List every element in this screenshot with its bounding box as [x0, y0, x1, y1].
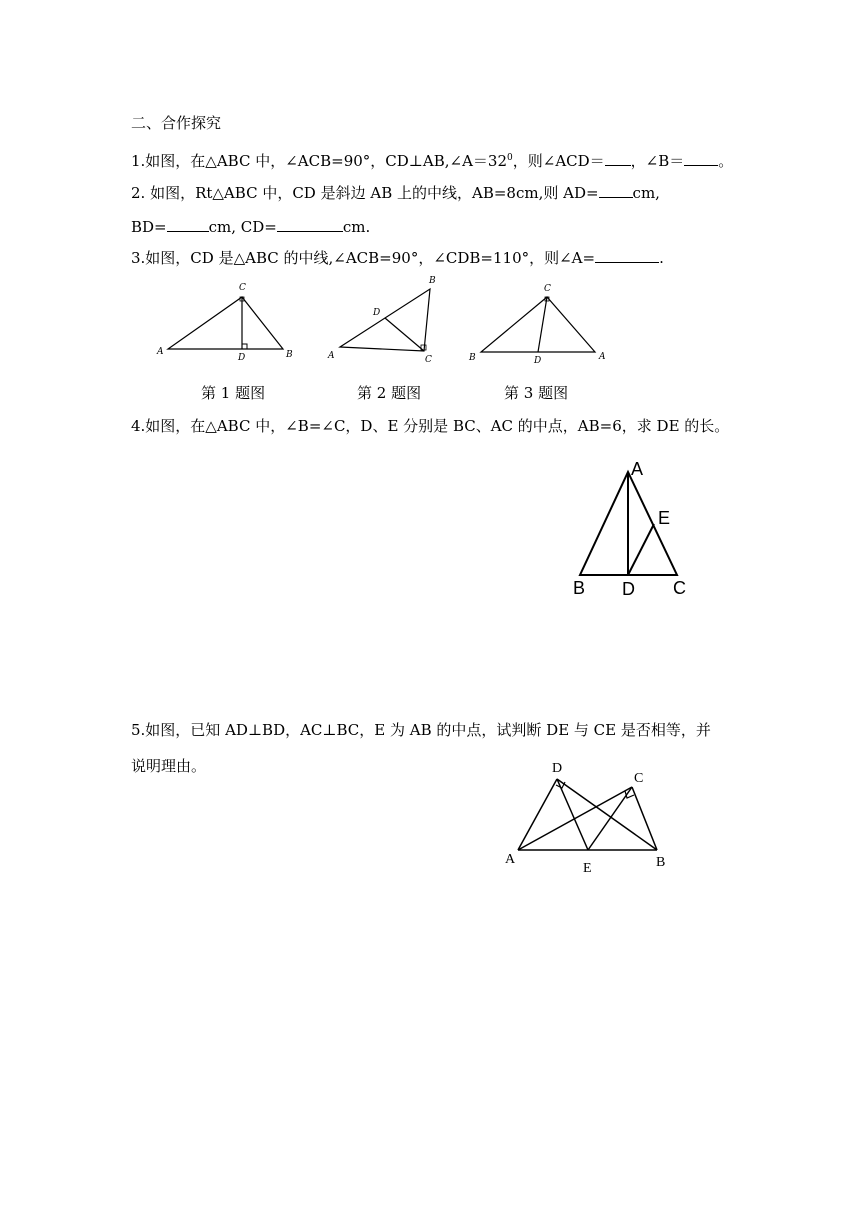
fig4-label-b: B [573, 578, 586, 598]
fig3-triangle [481, 297, 595, 352]
q2-text-d: cm, CD= [208, 218, 277, 236]
fig5-label-a: A [505, 852, 516, 867]
fig4-label-d: D [622, 579, 635, 599]
fig5-label-b: B [656, 855, 666, 870]
q1-text-c: ，∠B＝ [630, 152, 685, 170]
fig5-label-e: E [583, 861, 592, 876]
fig3-label-a: A [599, 352, 606, 362]
figure-3 [481, 297, 595, 352]
q3-text-a: 3.如图，CD 是△ABC 的中线,∠ACB=90°，∠CDB=110°，则∠A= [131, 249, 596, 267]
question-5-line-1: 5.如图，已知 AD⊥BD，AC⊥BC，E 为 AB 的中点，试判断 DE 与 CE 是否相等，并 [131, 721, 711, 739]
question-5-line-2: 说明理由。 [131, 757, 207, 775]
fig4-label-e: E [658, 508, 671, 528]
figure-1 [168, 297, 283, 349]
caption-fig-1: 第 1 题图 [201, 384, 266, 402]
fig5-label-c: C [634, 771, 644, 786]
fig2-median-cd [385, 318, 424, 351]
fig2-triangle [340, 289, 430, 351]
q2-text-e: cm. [342, 218, 371, 236]
q1-text-d: 。 [718, 152, 734, 170]
fig4-label-a: A [631, 459, 644, 479]
fig1-right-angle-d [242, 344, 247, 349]
fig4-label-c: C [673, 578, 686, 598]
q2-text-a: 2. 如图，Rt△ABC 中，CD 是斜边 AB 上的中线，AB=8cm,则 AD= [131, 184, 599, 202]
fig2-label-a: A [328, 351, 335, 361]
fig2-label-d: D [373, 308, 381, 318]
caption-fig-2: 第 2 题图 [357, 384, 422, 402]
question-4: 4.如图，在△ABC 中，∠B=∠C，D、E 分别是 BC、AC 的中点，AB=6，求 DE 的长。 [131, 417, 730, 435]
fig2-label-c: C [425, 355, 432, 365]
q1-text-b: ，则∠ACD＝ [512, 152, 605, 170]
fig5-label-d: D [552, 761, 563, 776]
caption-fig-3: 第 3 题图 [504, 384, 569, 402]
fig3-label-d: D [534, 356, 542, 366]
fig3-label-b: B [469, 353, 476, 363]
q3-text-b: . [659, 249, 664, 267]
figure-5 [518, 779, 657, 850]
fig5-right-angle-c [625, 791, 634, 798]
fig1-label-d: D [238, 353, 246, 363]
figure-2 [340, 289, 430, 351]
fig1-label-c: C [239, 283, 246, 293]
q1-degree-sup: 0 [507, 153, 513, 163]
fig5-segment-ce [588, 787, 632, 850]
fig2-label-b: B [429, 276, 436, 286]
q2-text-b: cm, [632, 184, 660, 202]
fig3-median-cd [538, 297, 547, 352]
fig3-label-c: C [544, 284, 551, 294]
section-title: 二、合作探究 [131, 114, 222, 132]
fig4-segment-de [628, 524, 654, 575]
fig1-triangle [168, 297, 283, 349]
fig1-label-b: B [286, 350, 293, 360]
q1-text-a: 1.如图，在△ABC 中，∠ACB=90°，CD⊥AB,∠A＝32 [131, 152, 508, 170]
fig1-label-a: A [157, 347, 164, 357]
q2-text-c: BD= [131, 218, 167, 236]
